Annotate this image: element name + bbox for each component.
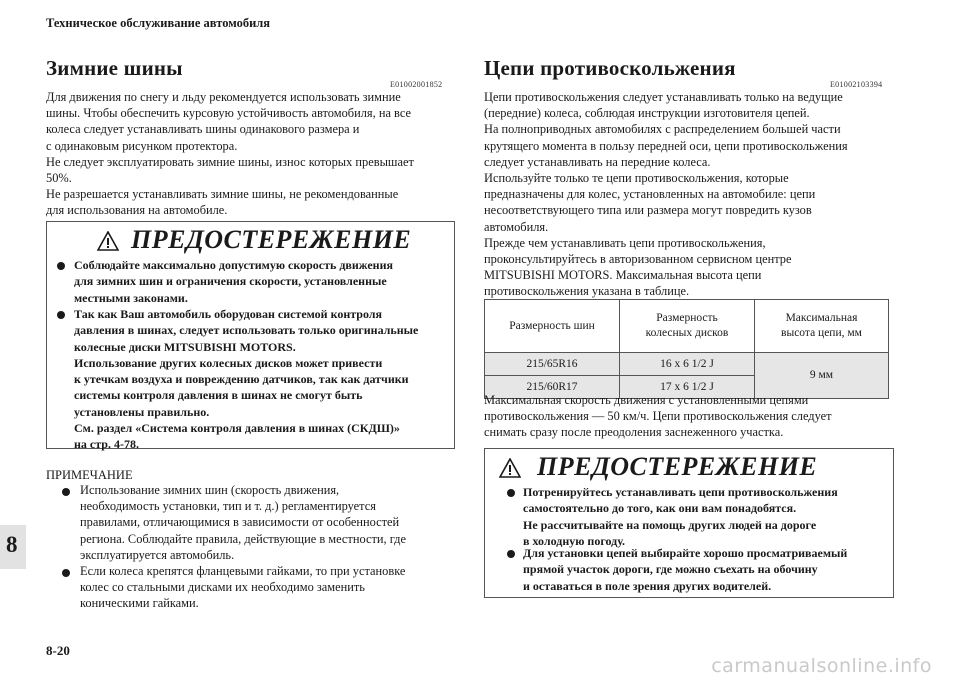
table-header-cell: Размерность колесных дисков [620, 300, 755, 353]
section-heading-snow-chains: Цепи противоскольжения [484, 56, 736, 80]
note-title: ПРИМЕЧАНИЕ [46, 468, 133, 482]
bullet [507, 550, 515, 558]
running-header: Техническое обслуживание автомобиля [46, 16, 271, 30]
warning-triangle-icon [499, 458, 521, 478]
bullet [507, 489, 515, 497]
bullet [62, 569, 70, 577]
section-heading-winter-tires: Зимние шины [46, 56, 183, 80]
table-row [485, 353, 889, 376]
chain-height-table [484, 299, 889, 399]
winter-tires-paragraph: Для движения по снегу и льду рекомендуется использовать зимние шины. Чтобы обеспечить курсовую устойчивость автомобиля, на все колеса следует устанавливать шины одинакового размера и с одинаковым рисунком протектора. Не следует эксплуатировать зимние шины, износ которых превышает 50%. Не разрешается устанавливать зимние шины, не рекомендованные для использования на автомобиле. [46, 90, 414, 218]
warning-header [485, 449, 893, 489]
warning-item: Для установки цепей выбирайте хорошо просматриваемый прямой участок дороги, где можно съехать на обочину и оставаться в поле зрения других водителей. [523, 546, 848, 593]
warning-title: ПРЕДОСТЕРЕЖЕНИЕ [131, 225, 412, 254]
bullet [57, 311, 65, 319]
table-cell: 215/60R17 [485, 376, 620, 399]
section-tab-number: 8 [6, 532, 18, 557]
warning-triangle-icon [97, 231, 119, 251]
warning-box-tires [46, 221, 455, 452]
note-item: Если колеса крепятся фланцевыми гайками, то при установке колес со стальными дисками их необходимо заменить коническими гайками. [80, 564, 406, 611]
warning-box-chains [484, 448, 894, 598]
snow-chains-paragraph: Цепи противоскольжения следует устанавливать только на ведущие (передние) колеса, соблюдая инструкции изготовителя цепей. На полноприводных автомобилях с распределением большей части крутящего момента в пользу передней оси, цепи противоскольжения следует устанавливать на передние колеса. Используйте только те цепи противоскольжения, которые предназначены для колес, установленных на автомобиле: цепи несоответствующего типа или размера могут повредить кузов автомобиля. Прежде чем устанавливать цепи противоскольжения, проконсультируйтесь в авторизованном сервисном центре MITSUBISHI MOTORS. Максимальная высота цепи противоскольжения указана в таблице. [484, 90, 848, 299]
table-cell: 17 x 6 1/2 J [620, 376, 755, 399]
note-item: Использование зимних шин (скорость движения, необходимость установки, тип и т. д.) регламентируется правилами, отличающимися в зависимости от особенностей региона. Соблюдайте правила, действующие в местности, где эксплуатируется автомобиль. [80, 483, 406, 562]
page-number: 8-20 [46, 643, 70, 658]
table-cell: 16 x 6 1/2 J [620, 353, 755, 376]
watermark: carmanualsonline.info [711, 655, 932, 677]
table-cell: 215/65R16 [485, 353, 620, 376]
warning-title: ПРЕДОСТЕРЕЖЕНИЕ [537, 452, 818, 481]
table-header-row [485, 300, 889, 353]
table-cell-max-height: 9 мм [755, 353, 889, 399]
section-code: E01002103394 [830, 80, 883, 89]
section-code: E01002001852 [390, 80, 443, 89]
bullet [62, 488, 70, 496]
warning-header [47, 222, 454, 262]
table-header-cell: Размерность шин [485, 300, 620, 353]
warning-item: Потренируйтесь устанавливать цепи противоскольжения самостоятельно до того, как они вам понадобятся. Не рассчитывайте на помощь других людей на дороге в холодную погоду. [523, 485, 838, 548]
warning-item: Соблюдайте максимально допустимую скорость движения для зимних шин и ограничения скорости, установленные местными законами. [74, 258, 393, 305]
table-header-cell: Максимальная высота цепи, мм [755, 300, 889, 353]
bullet [57, 262, 65, 270]
warning-item: Так как Ваш автомобиль оборудован системой контроля давления в шинах, следует использовать только оригинальные колесные диски MITSUBISHI MOTORS. Использование других колесных дисков может привести к утечкам воздуха и повреждению датчиков, так как датчики системы контроля давления в шинах не смогут быть установлены правильно. См. раздел «Система контроля давления в шинах (СКДШ)» на стр. 4-78. [74, 307, 419, 452]
speed-limit-paragraph: Максимальная скорость движения с установленными цепями противоскольжения — 50 км/ч. Цепи противоскольжения следует снимать сразу после преодоления заснеженного участка. [484, 393, 832, 440]
